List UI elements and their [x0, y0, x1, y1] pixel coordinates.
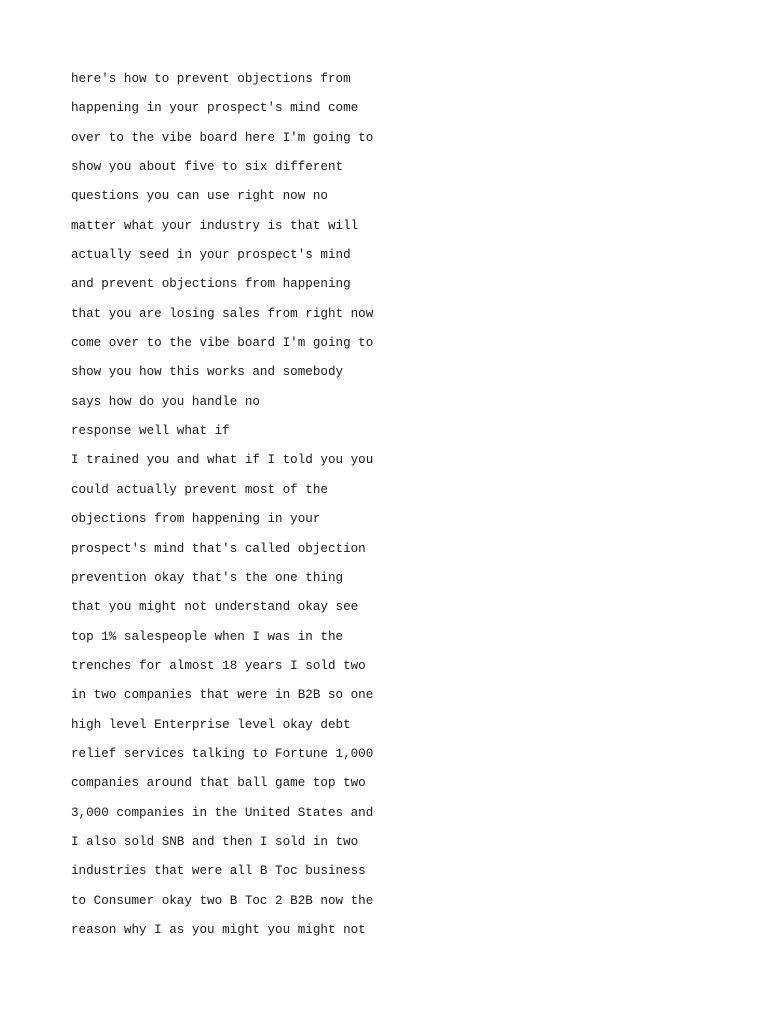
text-line: come over to the vibe board I'm going to — [71, 336, 374, 351]
text-line: prospect's mind that's called objection — [71, 541, 366, 556]
text-line: show you how this works and somebody — [71, 365, 344, 380]
text-line: objections from happening in your — [71, 512, 321, 527]
text-line: top 1% salespeople when I was in the — [71, 629, 344, 644]
text-line: here's how to prevent objections from — [71, 72, 351, 86]
text-line: and prevent objections from happening — [71, 277, 351, 292]
text-line: matter what your industry is that will — [71, 218, 359, 233]
text-line: questions you can use right now no — [71, 189, 328, 204]
text-line: relief services talking to Fortune 1,000 — [71, 746, 374, 761]
text-line: 3,000 companies in the United States and — [71, 805, 374, 820]
text-line: actually seed in your prospect's mind — [71, 248, 351, 263]
text-line: response well what if — [71, 424, 230, 439]
text-line: high level Enterprise level okay debt — [71, 717, 351, 732]
text-line: that you are losing sales from right now — [71, 306, 374, 321]
text-line: companies around that ball game top two — [71, 776, 366, 791]
text-line: to Consumer okay two B Toc 2 B2B now the — [71, 893, 374, 908]
text-line: show you about five to six different — [71, 160, 344, 175]
transcript-text — [71, 65, 373, 945]
text-line: industries that were all B Toc business — [71, 864, 366, 879]
text-line: could actually prevent most of the — [71, 482, 328, 497]
text-line: reason why I as you might you might not — [71, 922, 366, 937]
text-line: in two companies that were in B2B so one — [71, 688, 374, 703]
text-line: happening in your prospect's mind come — [71, 101, 359, 116]
text-line: I also sold SNB and then I sold in two — [71, 834, 359, 849]
text-line: I trained you and what if I told you you — [71, 453, 374, 468]
text-line: trenches for almost 18 years I sold two — [71, 658, 366, 673]
text-line: that you might not understand okay see — [71, 600, 359, 615]
text-line: prevention okay that's the one thing — [71, 570, 344, 585]
text-line: over to the vibe board here I'm going to — [71, 130, 374, 145]
text-line: says how do you handle no — [71, 394, 260, 409]
